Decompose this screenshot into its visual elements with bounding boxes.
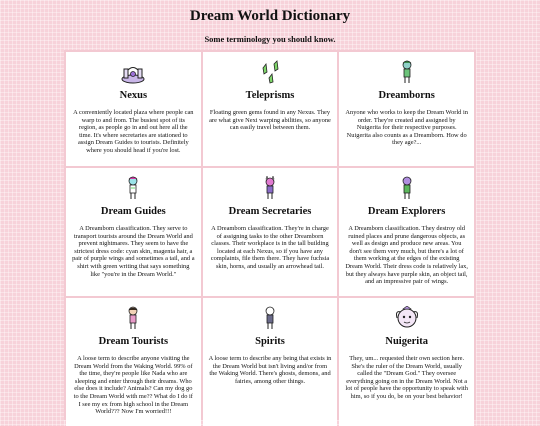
term-name: Spirits xyxy=(255,336,285,347)
term-description: Anyone who works to keep the Dream World in order. They're created and assigned by Nuigerita for their respective purposes. Nuigerita also counts as a Dreamborn. How do they age?... xyxy=(345,109,468,147)
term-description: A loose term to describe any being that exists in the Dream World but isn't living and/or from the Waking World. There's ghosts, demons, and fairies, among other things. xyxy=(208,355,332,385)
term-name: Nuigerita xyxy=(385,336,428,347)
dreamborn-figure-icon xyxy=(399,60,415,84)
term-description: Floating green gems found in any Nexus. They are what give Nexi warping abilities, so anyone can easily travel between them. xyxy=(209,109,331,132)
term-name: Dream Guides xyxy=(100,206,166,217)
page-subtitle: Some terminology you should know. xyxy=(204,34,336,44)
term-name: Nexus xyxy=(119,90,148,101)
term-card-teleprisms xyxy=(203,52,338,166)
term-description: A Dreamborn classification. They serve to transport tourists around the Dream World and prevent nightmares. They seem to have the strictest dress code: cyan skin, magenta hair, a pair of purple wings and sometimes a tail, and a shirt with green writing that says something like "you're in the Dream World." xyxy=(72,225,195,278)
term-card-dreamborns xyxy=(339,52,474,166)
page-title: Dream World Dictionary xyxy=(189,8,351,24)
tourist-figure-icon xyxy=(125,306,141,330)
term-card-dream-tourists xyxy=(66,298,201,426)
nuigerita-face-icon xyxy=(394,306,420,330)
term-name: Dream Explorers xyxy=(367,206,446,217)
dictionary-grid xyxy=(64,50,476,420)
term-description: A loose term to describe anyone visiting the Dream World from the Waking World. 99% of the time, they're people like Nada who are sleeping and enter through their dreams. Who else does it include? Animals? Can my dog go to the Dream World with me?? What do I do if I see my ex from high school in the Dream World??? Now I'm worried!!! xyxy=(73,355,193,416)
secretary-figure-icon xyxy=(262,176,278,200)
term-card-dream-secretaries xyxy=(203,168,338,296)
guide-figure-icon xyxy=(125,176,141,200)
term-description: A Dreamborn classification. They destroy old ruined places and prune dangerous objects, as well as design and produce new areas. You don't see them very much, but there's a lot of them working at the edges of the existing Dream World. Their dress code is relatively lax, but they always have purple skin, an object tail, and an impressive pair of wings. xyxy=(345,225,468,286)
term-card-dream-explorers xyxy=(339,168,474,296)
term-description: A conveniently located plaza where people can warp to and from. The busiest spot of its region, as people go in and out here all the time. It's where secretaries are stationed to assign Dream Guides to tourists. Definitely where you should head if you're lost. xyxy=(73,109,194,154)
term-name: Dream Tourists xyxy=(98,336,169,347)
plaza-portal-icon xyxy=(120,64,146,84)
term-card-nexus xyxy=(66,52,201,166)
green-gems-icon xyxy=(259,60,281,84)
term-card-spirits xyxy=(203,298,338,426)
explorer-figure-icon xyxy=(399,176,415,200)
term-card-dream-guides xyxy=(66,168,201,296)
term-description: A Dreamborn classification. They're in charge of assigning tasks to the other Dreamborn classes. Their workplace is in the tall building located at each Nexus, so if you have any complaints, file them there. They have fuchsia skin, horns, and usually an arrowhead tail. xyxy=(210,225,330,270)
term-name: Dreamborns xyxy=(378,90,435,101)
term-card-nuigerita xyxy=(339,298,474,426)
spirit-figure-icon xyxy=(262,306,278,330)
term-name: Dream Secretaries xyxy=(228,206,312,217)
term-name: Teleprisms xyxy=(245,90,295,101)
term-description: They, um... requested their own section here. She's the ruler of the Dream World, usually called the "Dream God." They oversee everything going on in the Dream World. Not a lot of people have the opportunity to speak with him, so if you do, be on your best behavior! xyxy=(345,355,468,400)
